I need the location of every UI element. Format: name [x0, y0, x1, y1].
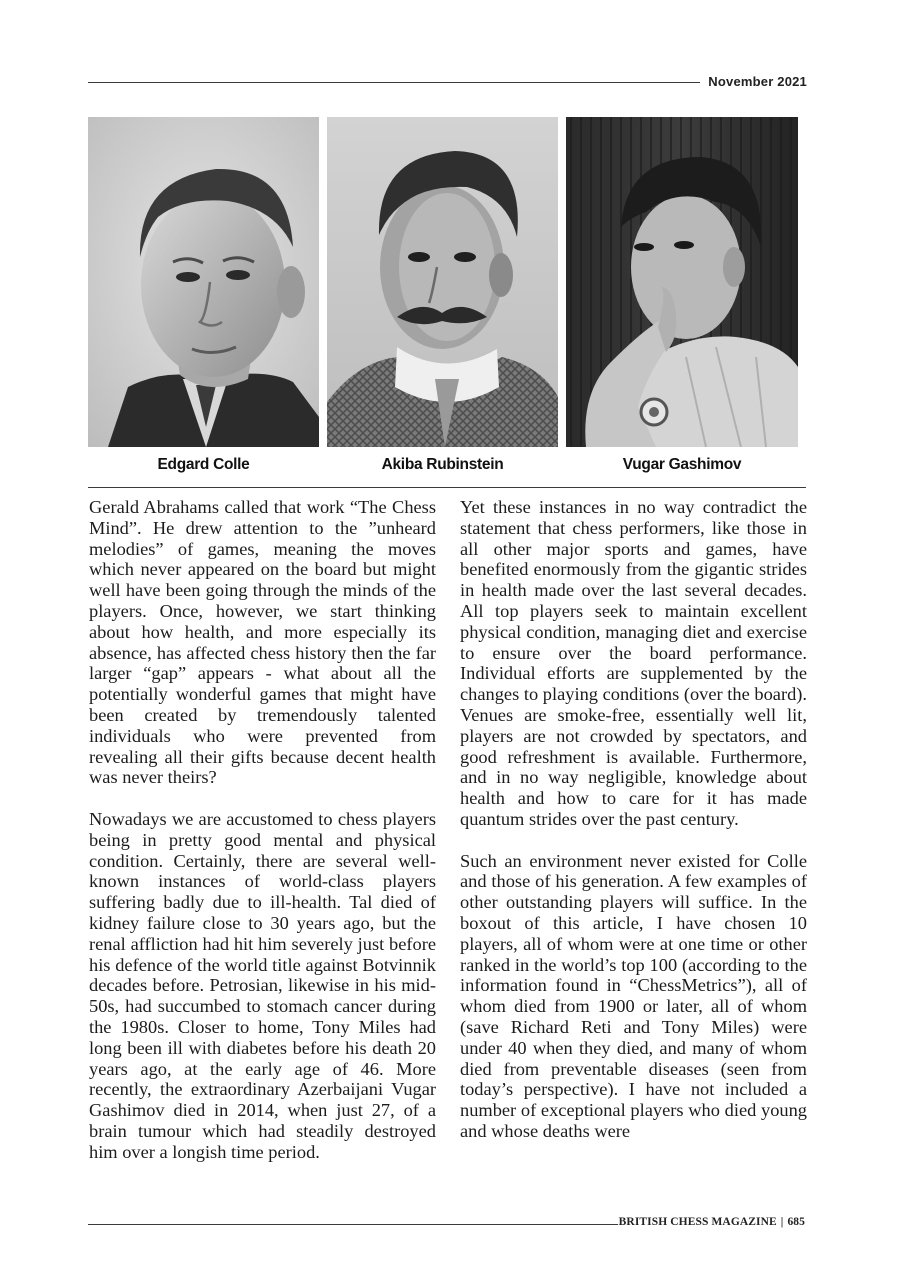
issue-date: November 2021 [708, 74, 807, 89]
photo-caption: Vugar Gashimov [622, 456, 742, 473]
paragraph: Nowadays we are accustomed to chess players being in pretty good mental and physical condition. Certainly, there are several well-known instances of world-class players suffering badly due to ill-health. Tal died of kidney failure close to 30 years ago, but the renal affliction had hit him severely just before his defence of the world title against Botvinnik decades before. Petrosian, likewise in his mid-50s, had succumbed to stomach cancer during the 1980s. Closer to home, Tony Miles had long been ill with diabetes before his death 20 years ago, at the early age of 46. More recently, the extraordinary Azerbaijani Vugar Gashimov died in 2014, when just 27, of a brain tumour which had steadily destroyed him over a longish time period. [89, 808, 436, 1162]
photo-strip [88, 117, 798, 447]
publication-name: BRITISH CHESS MAGAZINE [618, 1216, 777, 1228]
article-column-right [460, 497, 807, 1142]
photo-edgard-colle [88, 117, 319, 447]
paragraph: Such an environment never existed for Colle and those of his generation. A few examples of other outstanding players will suffice. In the boxout of this article, I have chosen 10 players, all of whom were at one time or other ranked in the world’s top 100 (according to the information found in “ChessMetrics”), all of whom died from 1900 or later, all of whom (save Richard Reti and Tony Miles) were under 40 when they died, and many of whom died from preventable diseases (seen from today’s perspective). I have not included a number of exceptional players who died young and whose deaths were [460, 850, 807, 1141]
page-number: 685 [787, 1216, 805, 1228]
article-column-left [89, 497, 436, 1163]
footer-rule [88, 1224, 618, 1225]
portrait-photo-icon [566, 117, 798, 447]
portrait-photo-icon [327, 117, 558, 447]
photo-akiba-rubinstein [327, 117, 558, 447]
page-footer [619, 1216, 805, 1228]
photo-caption: Akiba Rubinstein [381, 456, 504, 473]
footer-separator: | [780, 1216, 784, 1228]
paragraph: Yet these instances in no way contradict the statement that chess performers, like those in all other major sports and games, have benefited enormously from the gigantic strides in health made over the last several decades. All top players seek to maintain excellent physical condition, managing diet and exercise to ensure over the board performance. Individual efforts are supplemented by the changes to playing conditions (over the board). Venues are smoke-free, essentially well lit, players are not crowded by spectators, and good refreshment is available. Furthermore, and in no way negligible, knowledge about health and how to care for it has made quantum strides over the past century. [460, 497, 807, 829]
portrait-photo-icon [88, 117, 319, 447]
paragraph: Gerald Abrahams called that work “The Chess Mind”. He drew attention to the ”unheard melodies” of games, meaning the moves which never appeared on the board but might well have been going through the minds of the players. Once, however, we start thinking about how health, and more especially its absence, has affected chess history then the far larger “gap” appears - what about all the potentially wonderful games that might have been created by tremendously talented individuals who were prevented from revealing all their gifts because decent health was never theirs? [89, 497, 436, 788]
header-rule [88, 82, 700, 83]
caption-divider [88, 487, 806, 488]
photo-caption: Edgard Colle [157, 456, 250, 473]
photo-vugar-gashimov [566, 117, 798, 447]
